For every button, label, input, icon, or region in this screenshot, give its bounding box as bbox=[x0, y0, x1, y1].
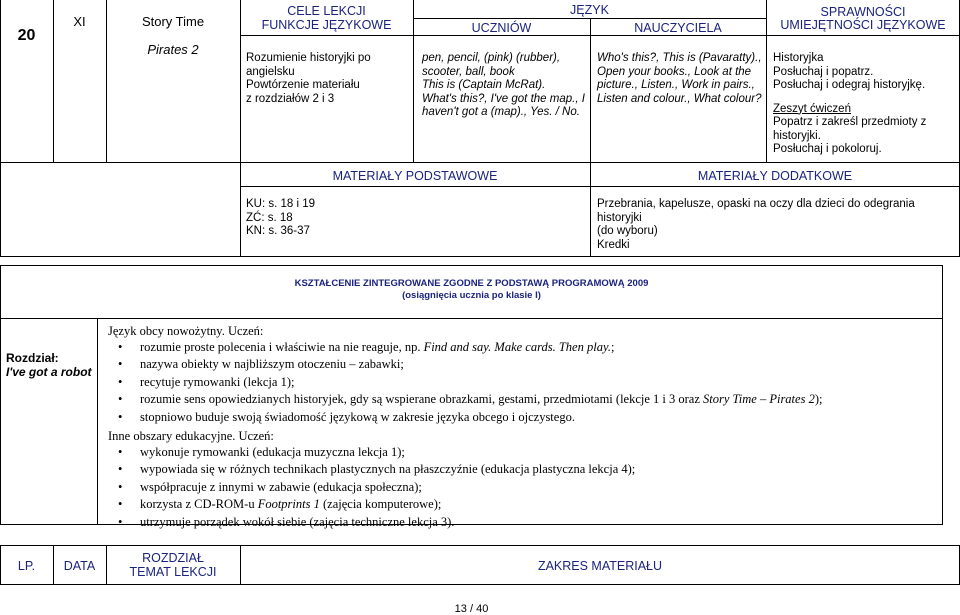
other-intro: Inne obszary edukacyjne. Uczeń: bbox=[108, 429, 274, 443]
header-basic-materials: MATERIAŁY PODSTAWOWE bbox=[332, 169, 498, 183]
list-item: • nazywa obiekty w najbliższym otoczeniu – zabawki; bbox=[140, 357, 938, 373]
header-skills: SPRAWNOŚCI bbox=[820, 5, 906, 19]
skills-text: Historyjka Posłuchaj i popatrz. Posłuchaj i odegraj historyjkę. Zeszyt ćwiczeń Popatrz i zakreśl przedmioty z historyjki. Posłuchaj i pokoloruj. bbox=[773, 52, 927, 155]
list-item: • stopniowo buduje swoją świadomość językową w zakresie języka obcego i ojczystego. bbox=[140, 410, 938, 426]
header-goals: CELE LEKCJI bbox=[287, 4, 366, 18]
lesson-number: 20 bbox=[17, 27, 36, 44]
book-title: Pirates 2 bbox=[147, 42, 199, 57]
header-functions: FUNKCJE JĘZYKOWE bbox=[261, 18, 392, 32]
list-item: • utrzymuje porządek wokół siebie (zajęcia techniczne lekcja 3). bbox=[140, 515, 938, 531]
other-outcome-list bbox=[108, 445, 938, 531]
middle-title: KSZTAŁCENIE ZINTEGROWANE ZGODNE Z PODSTAWĄ PROGRAMOWĄ 2009 bbox=[294, 278, 649, 289]
chapter-label: Rozdział: bbox=[6, 351, 59, 365]
list-item: • rozumie sens opowiedzianych historyjek, gdy są wspierane obrazkami, gestami, przedmiotami (lekcje 1 i 3 oraz Story Time – Pirates 2); bbox=[140, 392, 938, 408]
header-skills-2: UMIEJĘTNOŚCI JĘZYKOWE bbox=[780, 18, 946, 32]
header-language: JĘZYK bbox=[570, 3, 609, 17]
teacher-language: Who's this?, This is (Pavaratty)., Open your books., Look at the picture., Listen., Work in pairs., Listen and colour., What colour? bbox=[597, 52, 762, 105]
header-chapter: ROZDZIAŁ bbox=[142, 551, 204, 565]
language-outcomes bbox=[108, 324, 938, 425]
list-item: • rozumie proste polecenia i właściwie na nie reaguje, np. Find and say. Make cards. Then play.; bbox=[140, 340, 938, 356]
list-item: • korzysta z CD-ROM-u Footprints 1 (zajęcia komputerowe); bbox=[140, 497, 938, 513]
header-topic: TEMAT LEKCJI bbox=[129, 565, 217, 579]
header-lp: LP. bbox=[17, 559, 36, 573]
list-item: • współpracuje z innymi w zabawie (edukacja społeczna); bbox=[140, 480, 938, 496]
page-number: 13 / 40 bbox=[454, 603, 489, 615]
middle-subtitle: (osiągnięcia ucznia po klasie I) bbox=[402, 290, 541, 301]
language-outcome-list bbox=[108, 340, 938, 426]
other-outcomes bbox=[108, 429, 938, 530]
header-students: UCZNIÓW bbox=[471, 21, 532, 35]
header-teacher: NAUCZYCIELA bbox=[634, 21, 722, 35]
list-item: • wypowiada się w różnych technikach plastycznych na płaszczyźnie (edukacja plastyczna lekcja 4); bbox=[140, 462, 938, 478]
language-intro: Język obcy nowożytny. Uczeń: bbox=[108, 324, 264, 338]
header-date: DATA bbox=[63, 559, 96, 573]
header-scope: ZAKRES MATERIAŁU bbox=[537, 559, 663, 573]
extra-materials: Przebrania, kapelusze, opaski na oczy dla dzieci do odegrania historyjki (do wyboru) Kredki bbox=[597, 198, 915, 251]
header-extra-materials: MATERIAŁY DODATKOWE bbox=[697, 169, 853, 183]
students-language: pen, pencil, (pink) (rubber), scooter, ball, book This is (Captain McRat). What's this?, I've got the map., I haven't got a (map)., Yes. / No. bbox=[422, 52, 585, 118]
list-item: • wykonuje rymowanki (edukacja muzyczna lekcja 1); bbox=[140, 445, 938, 461]
series-title: Story Time bbox=[141, 14, 205, 29]
list-item: • recytuje rymowanki (lekcja 1); bbox=[140, 375, 938, 391]
chapter-name: I've got a robot bbox=[6, 365, 92, 379]
class-label: XI bbox=[73, 14, 86, 29]
goals-text: Rozumienie historyjki po angielsku Powtórzenie materiału z rozdziałów 2 i 3 bbox=[246, 52, 371, 105]
basic-materials: KU: s. 18 i 19 ZĆ: s. 18 KN: s. 36-37 bbox=[246, 198, 316, 237]
